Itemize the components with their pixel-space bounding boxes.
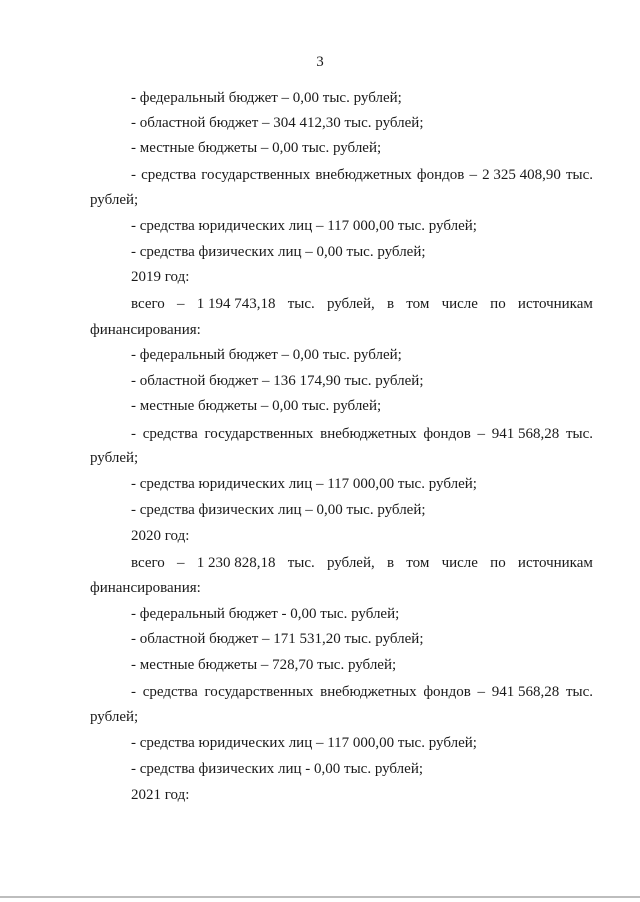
text-line: - средства юридических лиц – 117 000,00 тыс. рублей; — [131, 218, 477, 234]
word: – — [477, 426, 486, 442]
text-line: - средства физических лиц - 0,00 тыс. рублей; — [131, 761, 424, 777]
word: средства — [141, 167, 197, 183]
word: числе — [441, 555, 478, 571]
word: 1 230 828,18 — [196, 555, 276, 571]
word: средства — [142, 426, 198, 442]
word: том — [406, 296, 430, 312]
word: – — [469, 167, 477, 183]
word: – — [177, 555, 185, 571]
text-line: - областной бюджет – 171 531,20 тыс. рублей; — [131, 631, 424, 647]
text-line: - средства юридических лиц – 117 000,00 тыс. рублей; — [131, 476, 477, 492]
text-line: рублей; — [90, 450, 139, 466]
word: в — [386, 296, 395, 312]
text-line: финансирования: — [90, 580, 201, 596]
word: том — [406, 555, 430, 571]
text-line: - областной бюджет – 136 174,90 тыс. рублей; — [131, 373, 424, 389]
word: – — [177, 296, 185, 312]
word: - — [131, 426, 136, 442]
word: источникам — [517, 555, 593, 571]
justified-line — [131, 295, 593, 313]
word: государственных — [201, 167, 311, 183]
word: фондов — [423, 426, 471, 442]
word: 941 568,28 — [491, 684, 560, 700]
justified-line — [131, 683, 593, 701]
justified-line — [131, 425, 593, 443]
text-line: - местные бюджеты – 0,00 тыс. рублей; — [131, 398, 382, 414]
page-bottom-edge — [0, 896, 640, 898]
word: тыс. — [565, 426, 593, 442]
word: внебюджетных — [320, 426, 417, 442]
text-line: - федеральный бюджет - 0,00 тыс. рублей; — [131, 606, 400, 622]
text-line: - федеральный бюджет – 0,00 тыс. рублей; — [131, 347, 402, 363]
word: государственных — [204, 684, 314, 700]
word: тыс. — [565, 167, 593, 183]
word: - — [131, 167, 136, 183]
word: по — [490, 555, 506, 571]
text-line: - местные бюджеты – 0,00 тыс. рублей; — [131, 140, 382, 156]
word: тыс. — [287, 555, 315, 571]
text-line: рублей; — [90, 192, 139, 208]
justified-line — [131, 166, 593, 184]
text-line: - областной бюджет – 304 412,30 тыс. рублей; — [131, 115, 424, 131]
word: 2 325 408,90 — [482, 167, 561, 183]
text-line: рублей; — [90, 709, 139, 725]
text-line: - средства юридических лиц – 117 000,00 тыс. рублей; — [131, 735, 477, 751]
word: рублей, — [326, 555, 375, 571]
word: всего — [131, 296, 165, 312]
year-heading: 2021 год: — [131, 787, 190, 803]
word: 941 568,28 — [491, 426, 560, 442]
word: тыс. — [565, 684, 593, 700]
word: государственных — [204, 426, 314, 442]
text-line: - местные бюджеты – 728,70 тыс. рублей; — [131, 657, 397, 673]
word: внебюджетных — [320, 684, 417, 700]
word: по — [490, 296, 506, 312]
word: числе — [441, 296, 478, 312]
word: рублей, — [326, 296, 375, 312]
word: всего — [131, 555, 165, 571]
word: 1 194 743,18 — [196, 296, 276, 312]
year-heading: 2020 год: — [131, 528, 190, 544]
word: тыс. — [287, 296, 315, 312]
text-line: - средства физических лиц – 0,00 тыс. рублей; — [131, 502, 426, 518]
word: - — [131, 684, 136, 700]
text-line: - средства физических лиц – 0,00 тыс. рублей; — [131, 244, 426, 260]
word: фондов — [423, 684, 471, 700]
page-number: 3 — [316, 54, 324, 70]
year-heading: 2019 год: — [131, 269, 190, 285]
word: в — [386, 555, 395, 571]
word: средства — [142, 684, 198, 700]
text-line: финансирования: — [90, 322, 201, 338]
text-line: - федеральный бюджет – 0,00 тыс. рублей; — [131, 90, 402, 106]
word: внебюджетных — [315, 167, 412, 183]
word: – — [477, 684, 486, 700]
word: источникам — [517, 296, 593, 312]
word: фондов — [416, 167, 465, 183]
justified-line — [131, 554, 593, 572]
